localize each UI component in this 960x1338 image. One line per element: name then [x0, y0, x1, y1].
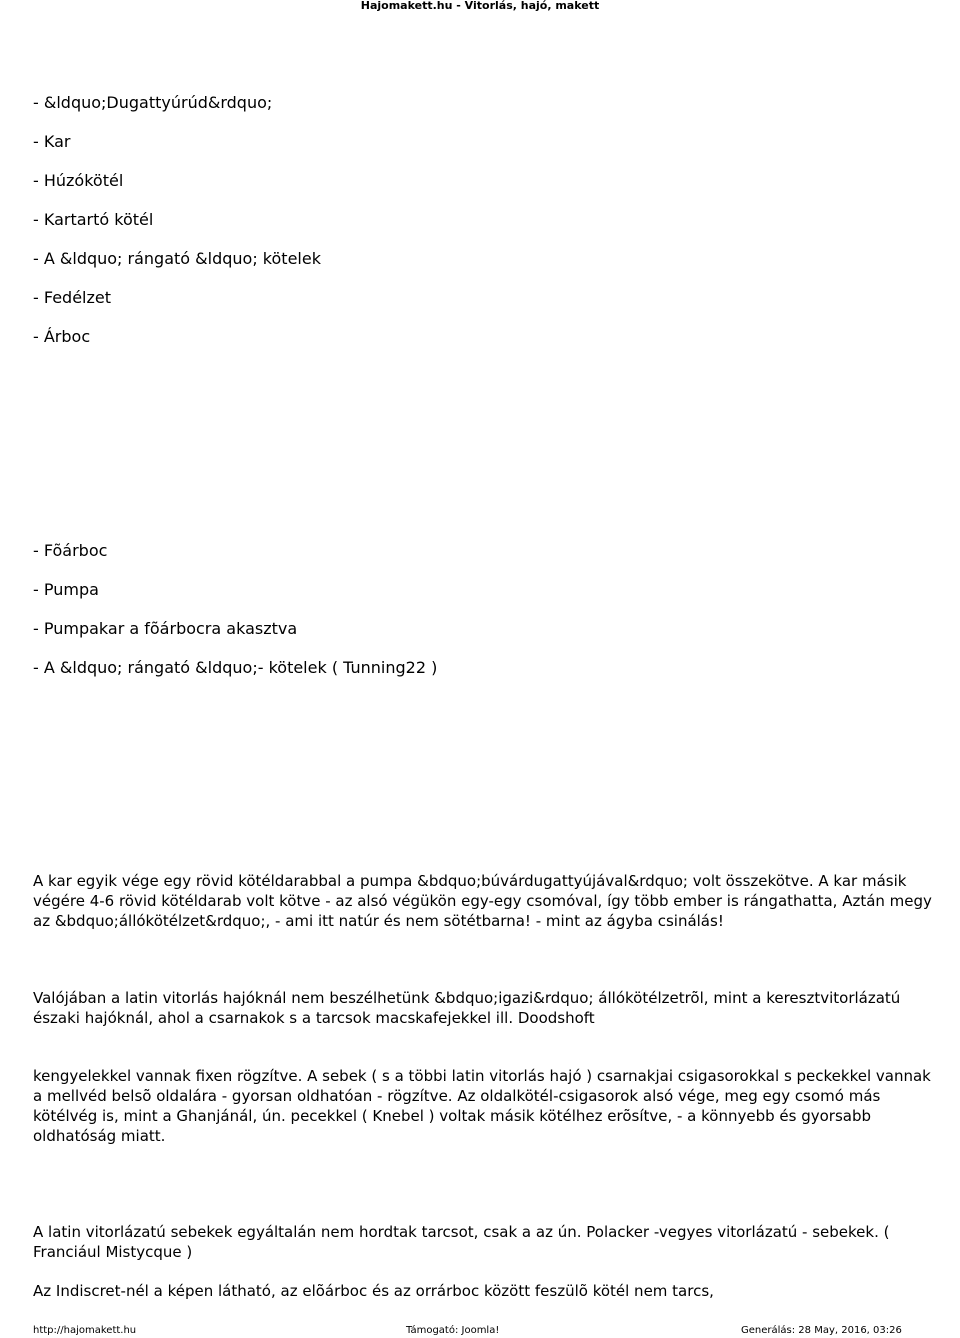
footer-site-url[interactable]: http://hajomakett.hu — [33, 1325, 137, 1336]
footer-generated-date: Generálás: 28 May, 2016, 03:26 — [741, 1325, 902, 1336]
list-item: - &ldquo;Dugattyúrúd&rdquo; — [33, 93, 273, 112]
page-header-title: Hajomakett.hu - Vitorlás, hajó, makett — [360, 0, 600, 12]
paragraph: A kar egyik vége egy rövid kötéldarabbal a pumpa &bdquo;búvárdugattyújával&rdquo; volt összekötve. A kar másik végére 4-6 rövid kötéldarab volt kötve - az alsó végükön egy-egy csomóval, így több ember is rángathatta, Aztán megy az &bdquo;állókötélzet&rdquo;, - ami itt natúr és nem sötétbarna! - mint az ágyba csinálás! — [33, 872, 932, 930]
list-item: - Fõárboc — [33, 541, 108, 560]
list-item: - Kartartó kötél — [33, 210, 154, 229]
list-item: - Húzókötél — [33, 171, 124, 190]
footer-sponsor: Támogató: Joomla! — [406, 1325, 500, 1336]
list-item: - Pumpa — [33, 580, 99, 599]
paragraph: kengyelekkel vannak fixen rögzítve. A sebek ( s a többi latin vitorlás hajó ) csarnakjai csigasorokkal s peckekkel vannak a mellvéd belsõ oldalára - gyorsan oldhatóan - rögzítve. Az oldalkötél-csigasorok alsó vége, meg egy csomó más kötélvég is, mint a Ghanjánál, ún. pecekkel ( Knebel ) voltak másik kötélhez erõsítve, - a könnyebb és gyorsabb oldhatóság miatt. — [33, 1067, 931, 1145]
list-item: - A &ldquo; rángató &ldquo; kötelek — [33, 249, 321, 268]
paragraph: Valójában a latin vitorlás hajóknál nem beszélhetünk &bdquo;igazi&rdquo; állókötélzetrõl, mint a keresztvitorlázatú északi hajóknál, ahol a csarnakok s a tarcsok macskafejekkel ill. Doodshoft — [33, 989, 901, 1027]
list-item: - Fedélzet — [33, 288, 111, 307]
list-item: - Kar — [33, 132, 71, 151]
paragraph: A latin vitorlázatú sebekek egyáltalán nem hordtak tarcsot, csak a az ún. Polacker -vegyes vitorlázatú - sebekek. ( Franciául Mistycque ) — [33, 1223, 890, 1261]
list-item: - Árboc — [33, 327, 91, 346]
paragraph: Az Indiscret-nél a képen látható, az elõárboc és az orrárboc között feszülõ kötél nem tarcs, — [33, 1282, 714, 1300]
list-item: - Pumpakar a fõárbocra akasztva — [33, 619, 298, 638]
list-item: - A &ldquo; rángató &ldquo;- kötelek ( Tunning22 ) — [33, 658, 438, 677]
